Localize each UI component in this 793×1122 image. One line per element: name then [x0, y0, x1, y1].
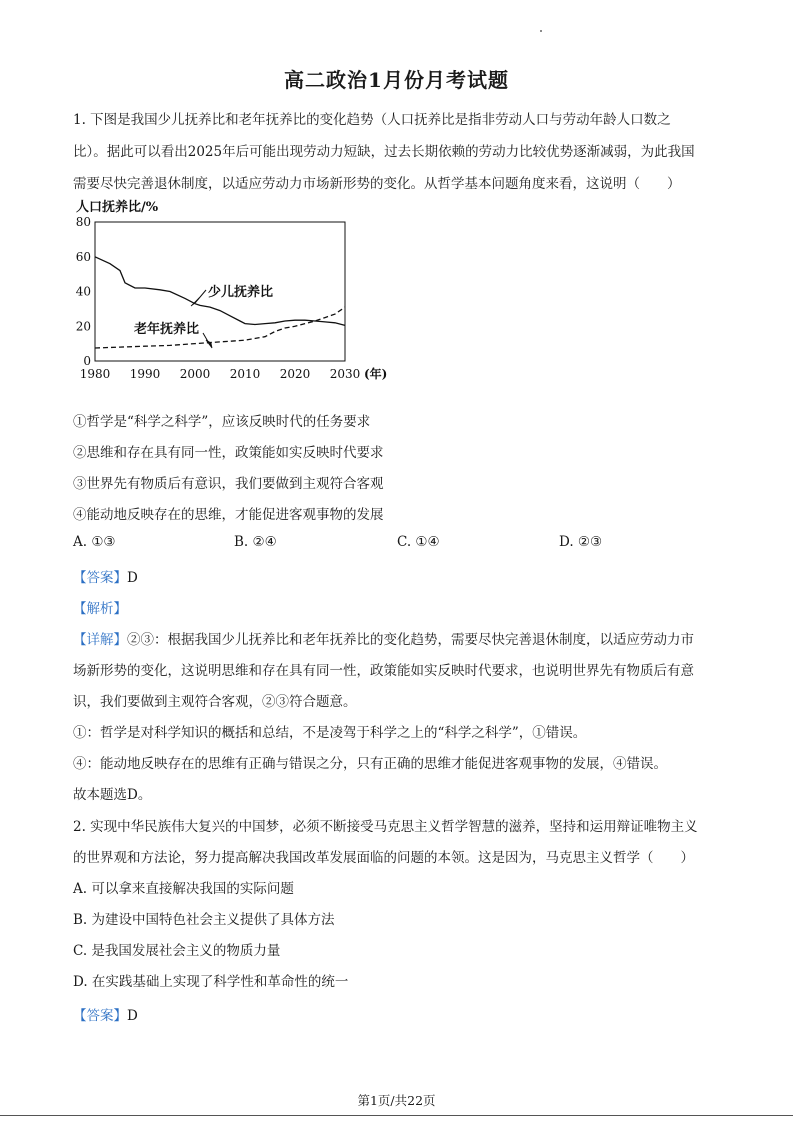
x-axis-label: (年): [364, 367, 388, 381]
x-tick-label: 2000: [179, 367, 211, 381]
q1-answer-label: 【答案】: [73, 570, 127, 586]
y-tick-label: 60: [75, 249, 91, 264]
q2-line-1: 2. 实现中华民族伟大复兴的中国梦，必须不断接受马克思主义哲学智慧的滋养，坚持和运用辩证唯物主义: [73, 819, 698, 835]
q2-option-c: C. 是我国发展社会主义的物质力量: [73, 943, 281, 959]
q1-line-2: 比）。据此可以看出2025年后可能出现劳动力短缺，过去长期依赖的劳动力比较优势逐渐减弱，为此我国: [73, 144, 695, 160]
x-tick-label: 1980: [79, 367, 111, 381]
q1-answer: [73, 566, 138, 586]
q2-option-d: D. 在实践基础上实现了科学性和革命性的统一: [73, 974, 349, 990]
q2-answer: [73, 1004, 138, 1024]
q2-answer-label: 【答案】: [73, 1008, 127, 1024]
y-tick-label: 20: [75, 319, 91, 334]
q1-statement-2: ②思维和存在具有同一性，政策能如实反映时代要求: [73, 445, 384, 461]
q1-option-a: A. ①③: [73, 534, 116, 550]
series-label-children: 少儿抚养比: [208, 285, 274, 300]
q2-answer-value: D: [127, 1008, 138, 1024]
y-axis-label: 人口抚养比/%: [76, 200, 159, 215]
q1-answer-value: D: [127, 570, 138, 586]
q1-detail-line-5: ④：能动地反映存在的思维有正确与错误之分，只有正确的思维才能促进客观事物的发展，④错误。: [73, 756, 667, 772]
q1-statement-3: ③世界先有物质后有意识，我们要做到主观符合客观: [73, 476, 384, 492]
q1-option-b: B. ②④: [234, 534, 277, 550]
q2-option-a: A. 可以拿来直接解决我国的实际问题: [73, 881, 294, 897]
q1-option-c: C. ①④: [397, 534, 440, 550]
q1-detail-line-3: 识，我们要做到主观符合客观，②③符合题意。: [73, 694, 357, 710]
y-tick-label: 40: [75, 284, 91, 299]
q1-line-3: 需要尽快完善退休制度，以适应劳动力市场新形势的变化。从哲学基本问题角度来看，这说明（ ）: [73, 176, 681, 192]
footer-divider: [0, 1115, 793, 1116]
q1-option-d: D. ②③: [559, 534, 603, 550]
q1-statement-4: ④能动地反映存在的思维，才能促进客观事物的发展: [73, 507, 384, 523]
elderly-leader-arrow: [206, 340, 212, 348]
q1-line-1: 1. 下图是我国少儿抚养比和老年抚养比的变化趋势（人口抚养比是指非劳动人口与劳动年龄人口数之: [73, 112, 671, 128]
y-tick-label: 80: [75, 215, 91, 229]
page-footer: 第1页/共22页: [357, 1093, 436, 1108]
q2-line-2: 的世界观和方法论，努力提高解决我国改革发展面临的问题的本领。这是因为，马克思主义哲学（ ）: [73, 850, 694, 866]
q2-option-b: B. 为建设中国特色社会主义提供了具体方法: [73, 912, 335, 928]
dependency-ratio-chart: [60, 195, 400, 385]
x-tick-label: 2020: [279, 367, 311, 381]
q1-analysis-label: 【解析】: [73, 601, 127, 617]
page-title: 高二政治1月份月考试题: [284, 68, 509, 92]
y-tick-label: 0: [83, 354, 91, 368]
q1-detail-label: 【详解】: [73, 632, 127, 648]
scan-dot: [540, 30, 542, 32]
q1-statement-1: ①哲学是“科学之科学”，应该反映时代的任务要求: [73, 414, 371, 430]
x-tick-label: 2010: [229, 367, 261, 381]
x-tick-label: 1990: [129, 367, 161, 381]
q1-detail-line-2: 场新形势的变化，这说明思维和存在具有同一性，政策能如实反映时代要求，也说明世界先有物质后有意: [73, 663, 694, 679]
series-label-elderly: 老年抚养比: [134, 322, 200, 337]
series-line-elderly: [95, 307, 345, 348]
q1-detail-text-1: ②③：根据我国少儿抚养比和老年抚养比的变化趋势，需要尽快完善退休制度，以适应劳动力市: [127, 632, 694, 648]
q1-detail-line-1: [73, 628, 694, 648]
q1-detail-line-6: 故本题选D。: [73, 787, 152, 803]
x-tick-label: 2030: [329, 367, 361, 381]
q1-detail-line-4: ①：哲学是对科学知识的概括和总结，不是凌驾于科学之上的“科学之科学”，①错误。: [73, 725, 587, 741]
